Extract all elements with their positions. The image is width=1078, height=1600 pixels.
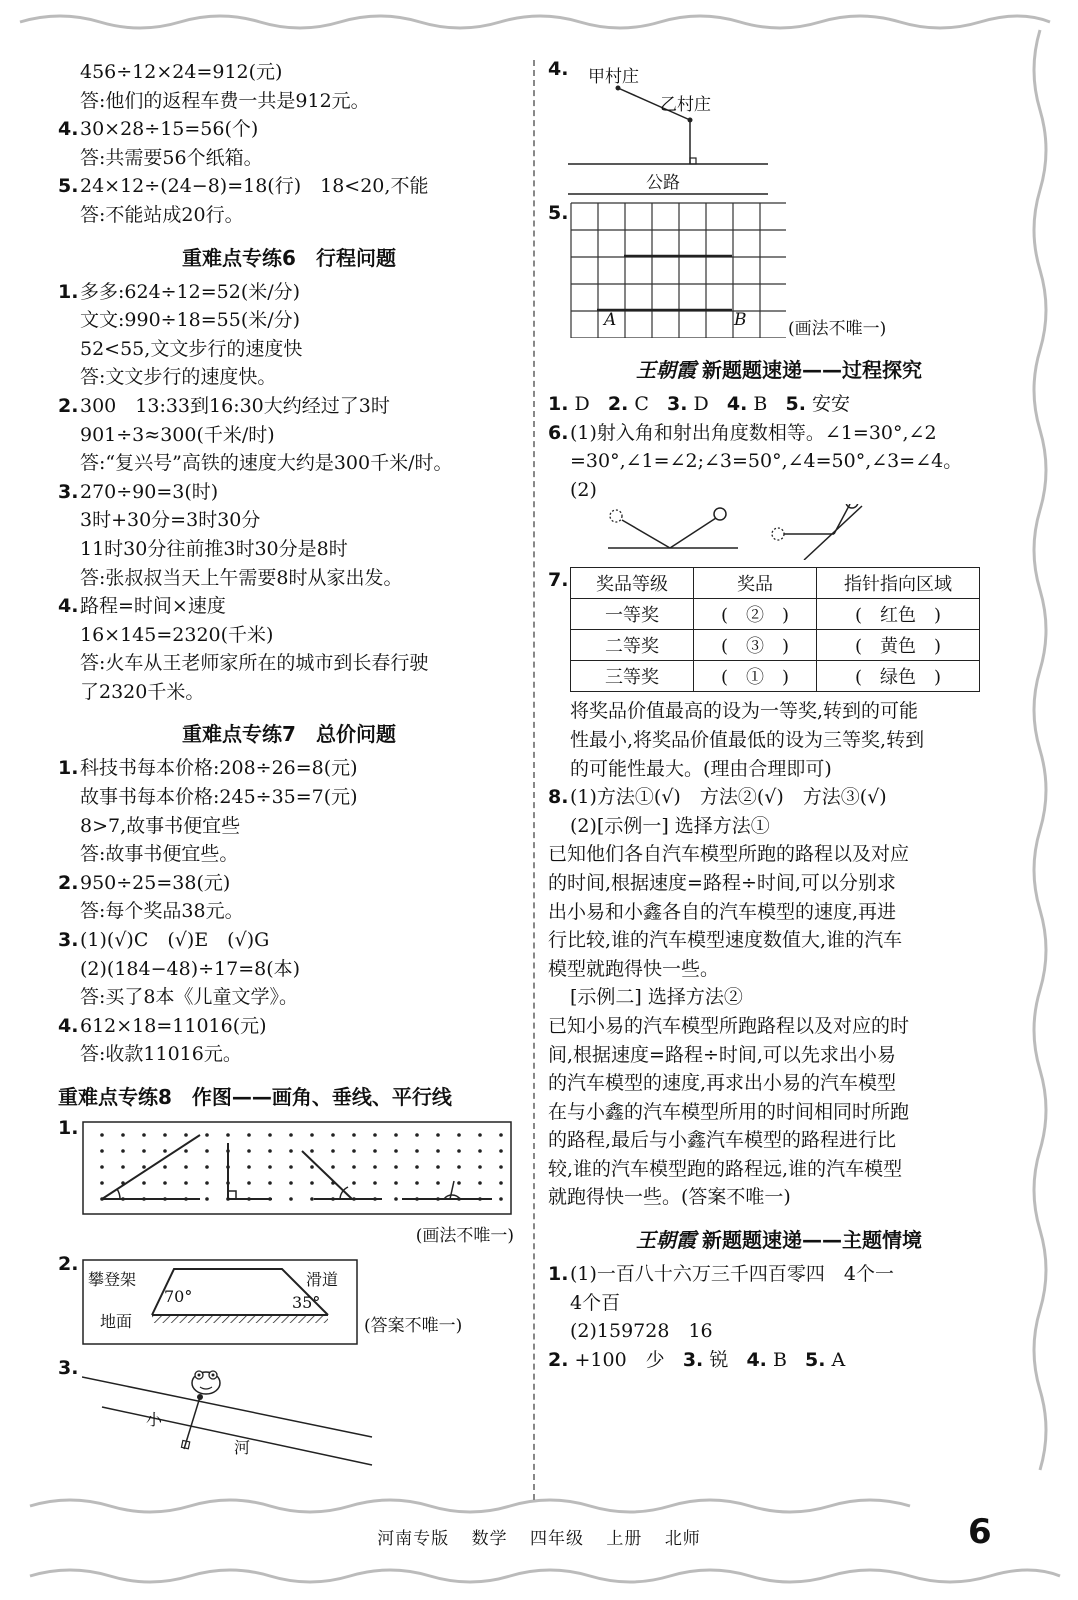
answer-line: 故事书每本价格:245÷35=7(元) (80, 786, 358, 809)
answer-line: 901÷3≈300(千米/时) (80, 423, 275, 446)
column-divider (533, 60, 535, 1500)
question-number: 4. (58, 595, 79, 618)
answer-line: 8>7,故事书便宜些 (80, 814, 241, 837)
footer-item: 数学 (471, 1529, 508, 1549)
answer-line: (2) (570, 478, 597, 501)
prize-table (570, 567, 980, 692)
answer-line: 答:买了8本《儿童文学》。 (80, 986, 298, 1009)
answer-line: 的时间,根据速度=路程÷时间,可以分别求 (548, 871, 896, 894)
answer-line: 答:火车从王老师家所在的城市到长春行驶 (80, 652, 429, 675)
dot-grid-drawing (82, 1121, 514, 1217)
answer-line: (1)射入角和射出角度数相等。∠1=30°,∠2 (570, 421, 937, 444)
figure-villages (548, 58, 1010, 198)
section-title: 王朝霞 新题题速递——过程探究 (636, 358, 922, 382)
answer-line: 答:不能站成20行。 (80, 203, 244, 226)
question-number: 6. (548, 421, 569, 444)
label-ground: 地面 (100, 1312, 133, 1331)
table-row: 二等奖 ( ③ ) ( 黄色 ) (571, 630, 980, 661)
answer-line: 在与小鑫的汽车模型所用的时间相同时所跑 (548, 1100, 910, 1123)
table-header-row: 奖品等级 奖品 指针指向区域 (571, 568, 980, 599)
answer-line: 300 13:33到16:30大约经过了3时 (80, 394, 390, 417)
answer-line: 4个百 (570, 1291, 621, 1314)
answer-line: 30×28÷15=56(个) (80, 118, 259, 141)
prize-table-block (548, 567, 1010, 697)
answer-line: 答:收款11016元。 (80, 1043, 242, 1066)
footer-item: 四年级 (530, 1529, 584, 1549)
footer-item: 上册 (606, 1529, 643, 1549)
label-river-2: 河 (234, 1438, 251, 1457)
answer-line: 的汽车模型的速度,再求出小易的汽车模型 (548, 1072, 897, 1095)
answer-line: 52<55,文文步行的速度快 (80, 337, 303, 360)
right-column (548, 58, 1010, 1374)
answer-line: 456÷12×24=912(元) (80, 61, 283, 83)
question-number: 5. (548, 202, 569, 224)
choice-answers: 1. D 2. C 3. D 4. B 5. 安安 (548, 393, 850, 415)
figure-note: (答案不唯一) (364, 1316, 463, 1336)
question-number: 3. (58, 1357, 79, 1379)
answer-line: 文文:990÷18=55(米/分) (80, 309, 301, 332)
question-number: 1. (58, 1117, 79, 1139)
footer-item: 北师 (664, 1529, 701, 1549)
question-number: 2. (58, 394, 79, 417)
answer-line: (2)(184−48)÷17=8(本) (80, 957, 301, 980)
answer-line: 270÷90=3(时) (80, 480, 219, 503)
label-river-1: 小 (146, 1410, 163, 1429)
answer-line: 出小易和小鑫各自的汽车模型的速度,再进 (548, 900, 897, 923)
answer-line: 16×145=2320(千米) (80, 623, 274, 646)
question-number: 4. (548, 58, 569, 80)
answer-line: (1)(√)C (√)E (√)G (80, 929, 270, 952)
section-title: 重难点专练7 总价问题 (182, 722, 396, 747)
answer-line: 已知小易的汽车模型所跑路程以及对应的时 (548, 1014, 910, 1037)
answer-line: 性最小,将奖品价值最低的设为三等奖,转到 (570, 728, 925, 751)
question-number: 3. (58, 929, 79, 952)
footer-item: 河南专版 (377, 1529, 450, 1549)
frog-icon (192, 1371, 220, 1400)
answer-line: =30°,∠1=∠2;∠3=50°,∠4=50°,∠3=∠4。 (570, 450, 963, 473)
answer-line: 答:他们的返程车费一共是912元。 (80, 89, 370, 112)
answer-line: (2)159728 16 (570, 1320, 713, 1343)
answer-line: 答:张叔叔当天上午需要8时从家出发。 (80, 566, 403, 589)
answer-line: (1)方法①(√) 方法②(√) 方法③(√) (570, 786, 887, 809)
page-number: 6 (968, 1512, 992, 1552)
brand-logo: 王朝霞 (636, 1228, 696, 1253)
answer-line: 模型就跑得快一些。 (548, 957, 720, 980)
label-point-b: B (734, 310, 747, 330)
label-road: 公路 (646, 173, 680, 193)
section-title: 重难点专练8 作图——画角、垂线、平行线 (58, 1085, 452, 1109)
label-slide: 滑道 (306, 1270, 339, 1289)
figure-river (58, 1357, 520, 1467)
choice-answers: 2. +100 少 3. 锐 4. B 5. A (548, 1348, 846, 1371)
section-title: 重难点专练6 行程问题 (182, 245, 396, 270)
answer-line: 答:共需要56个纸箱。 (80, 146, 263, 169)
label-angle-70: 70° (164, 1287, 193, 1306)
label-climbing-frame: 攀登架 (88, 1270, 137, 1289)
figure-note: (画法不唯一) (788, 319, 887, 339)
table-row: 一等奖 ( ② ) ( 红色 ) (571, 599, 980, 630)
answer-line: 3时+30分=3时30分 (80, 509, 261, 532)
grid-drawing (570, 202, 786, 338)
answer-line: 的可能性最大。(理由合理即可) (570, 757, 832, 780)
figure-dot-grid (58, 1117, 520, 1247)
answer-line: 11时30分往前推3时30分是8时 (80, 537, 348, 560)
answer-line: 路程=时间×速度 (80, 595, 226, 618)
question-number: 2. (58, 871, 79, 894)
answer-line: 24×12÷(24−8)=18(行) 18<20,不能 (80, 175, 429, 198)
figure-slide (58, 1253, 520, 1353)
question-number: 4. (58, 1014, 79, 1037)
answer-line: 将奖品价值最高的设为一等奖,转到的可能 (570, 700, 919, 723)
question-number: 1. (58, 757, 79, 780)
label-point-a: A (604, 310, 617, 330)
question-number: 8. (548, 786, 569, 809)
answer-line: 行比较,谁的汽车模型速度数值大,谁的汽车 (548, 929, 903, 952)
left-column (58, 58, 520, 1467)
answer-line: 的路程,最后与小鑫汽车模型的路程进行比 (548, 1129, 897, 1152)
figure-note: (画法不唯一) (415, 1226, 514, 1246)
answer-line: 答:每个奖品38元。 (80, 900, 244, 923)
answer-line: (2)[示例一] 选择方法① (570, 814, 770, 837)
question-number: 1. (548, 1263, 569, 1286)
label-angle-35: 35° (292, 1293, 321, 1312)
answer-line: 多多:624÷12=52(米/分) (80, 280, 301, 303)
reflection-drawing (598, 504, 878, 560)
table-row: 三等奖 ( ① ) ( 绿色 ) (571, 661, 980, 692)
question-number: 3. (58, 480, 79, 503)
question-number: 4. (58, 118, 79, 141)
question-number: 7. (548, 569, 569, 592)
label-village-b: 乙村庄 (660, 95, 711, 115)
brand-logo: 王朝霞 (636, 358, 696, 382)
answer-line: 答:故事书便宜些。 (80, 843, 239, 866)
question-number: 5. (58, 175, 79, 198)
section-title: 王朝霞 新题题速递——主题情境 (636, 1228, 922, 1253)
answer-line: 答:文文步行的速度快。 (80, 366, 277, 389)
page-footer (0, 1524, 1078, 1549)
answer-line: 间,根据速度=路程÷时间,可以先求出小易 (548, 1043, 896, 1066)
answer-line: [示例二] 选择方法② (570, 986, 743, 1009)
answer-line: 950÷25=38(元) (80, 871, 231, 894)
answer-line: 较,谁的汽车模型跑的路程远,谁的汽车模型 (548, 1157, 903, 1180)
question-number: 2. (58, 1253, 79, 1275)
answer-line: 了2320千米。 (80, 680, 205, 703)
answer-line: 612×18=11016(元) (80, 1014, 267, 1037)
question-number: 1. (58, 280, 79, 303)
river-drawing (82, 1357, 382, 1467)
answer-line: (1)一百八十六万三千四百零四 4个一 (570, 1263, 895, 1286)
label-village-a: 甲村庄 (588, 67, 639, 87)
answer-line: 科技书每本价格:208÷26=8(元) (80, 757, 358, 780)
answer-line: 就跑得快一些。(答案不唯一) (548, 1186, 791, 1209)
answer-line: 已知他们各自汽车模型所跑的路程以及对应 (548, 843, 910, 866)
answer-line: 答:“复兴号”高铁的速度大约是300千米/时。 (80, 452, 453, 475)
figure-grid (548, 202, 1010, 342)
